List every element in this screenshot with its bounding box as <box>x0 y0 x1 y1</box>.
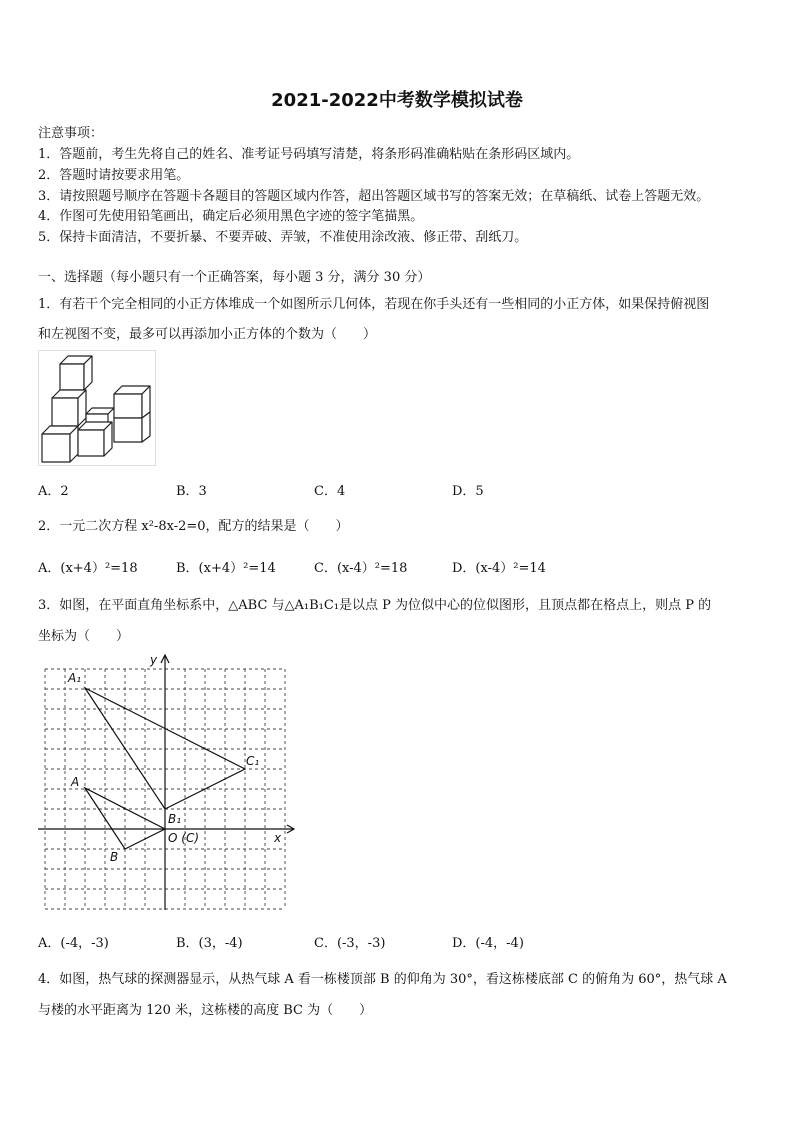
label-a: A <box>71 775 80 789</box>
q2-option-c: C．(x-4）²=18 <box>314 561 408 576</box>
q1-stem-line1: 1．有若干个完全相同的小正方体堆成一个如图所示几何体，若现在你手头还有一些相同的小正方体，如果保持俯视图 <box>38 297 710 312</box>
q4-stem-line1: 4．如图，热气球的探测器显示，从热气球 A 看一栋楼顶部 B 的仰角为 30°，看这栋楼底部 C 的俯角为 60°，热气球 A <box>38 972 727 987</box>
note-item: 4．作图可先使用铅笔画出，确定后必须用黑色字迹的签字笔描黑。 <box>38 209 424 224</box>
q3-option-b: B．(3，-4) <box>176 936 243 951</box>
q2-option-a: A．(x+4）²=18 <box>38 561 138 576</box>
label-c1: C₁ <box>246 754 260 768</box>
q3-stem-line1: 3．如图，在平面直角坐标系中，△ABC 与△A₁B₁C₁是以点 P 为位似中心的位似图形，且顶点都在格点上，则点 P 的 <box>38 598 712 613</box>
notes-heading: 注意事项： <box>38 126 104 141</box>
q2-option-b: B．(x+4）²=14 <box>176 561 276 576</box>
label-b: B <box>110 850 119 864</box>
section-heading: 一、选择题（每小题只有一个正确答案，每小题 3 分，满分 30 分） <box>38 270 431 285</box>
note-item: 3．请按照题号顺序在答题卡各题目的答题区域内作答，超出答题区域书写的答案无效；在草稿纸、试卷上答题无效。 <box>38 189 710 204</box>
q3-option-c: C．(-3，-3) <box>314 936 386 951</box>
y-axis-label: y <box>150 653 158 667</box>
page-title: 2021-2022中考数学模拟试卷 <box>271 90 523 111</box>
q1-option-a: A．2 <box>38 484 69 499</box>
q1-cube-figure <box>38 350 156 466</box>
label-b1: B₁ <box>168 812 182 826</box>
q1-option-d: D．5 <box>452 484 484 499</box>
q3-coordinate-figure <box>38 652 300 914</box>
q1-option-b: B．3 <box>176 484 207 499</box>
note-item: 2．答题时请按要求用笔。 <box>38 168 190 183</box>
q1-option-c: C．4 <box>314 484 346 499</box>
label-origin: O (C) <box>168 831 200 845</box>
note-item: 1．答题前，考生先将自己的姓名、准考证号码填写清楚，将条形码准确粘贴在条形码区域内。 <box>38 147 580 162</box>
label-a1: A₁ <box>68 671 82 685</box>
q3-option-a: A．(-4，-3) <box>38 936 109 951</box>
q3-option-d: D．(-4，-4) <box>452 936 524 951</box>
q3-stem-line2: 坐标为（ ） <box>38 629 130 644</box>
q4-stem-line2: 与楼的水平距离为 120 米，这栋楼的高度 BC 为（ ） <box>38 1003 373 1018</box>
q2-option-d: D．(x-4）²=14 <box>452 561 546 576</box>
q2-stem: 2．一元二次方程 x²-8x-2=0，配方的结果是（ ） <box>38 519 349 534</box>
note-item: 5．保持卡面清洁，不要折暴、不要弄破、弄皱，不准使用涂改液、修正带、刮纸刀。 <box>38 230 528 245</box>
q1-stem-line2: 和左视图不变，最多可以再添加小正方体的个数为（ ） <box>38 327 377 342</box>
x-axis-label: x <box>274 831 282 845</box>
